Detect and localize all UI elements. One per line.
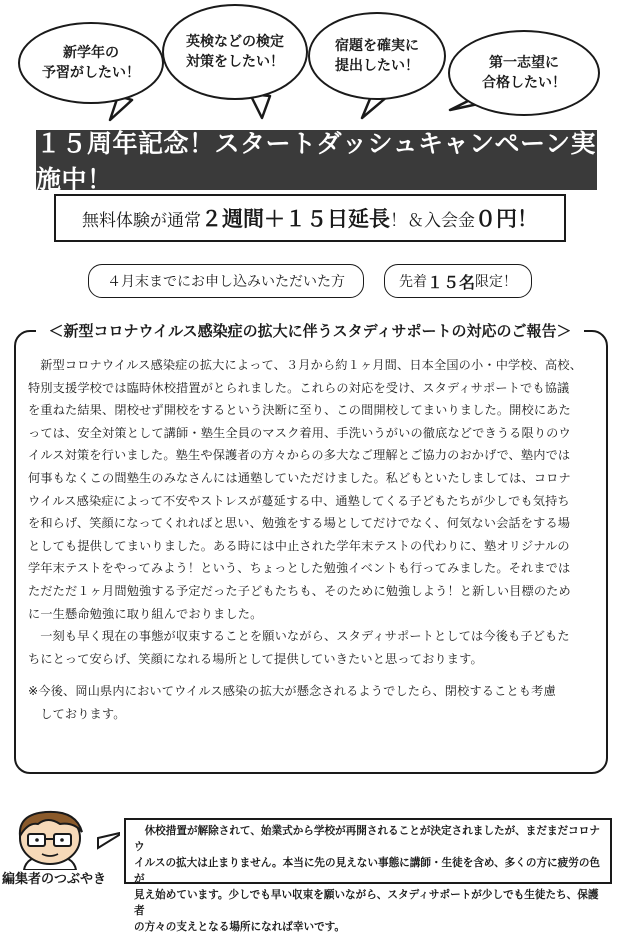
deadline-pill bbox=[88, 264, 364, 298]
speech-bubble-text: 第一志望に 合格したい！ bbox=[482, 55, 566, 91]
speech-bubble-1 bbox=[18, 22, 164, 104]
note-text: 今後、岡山県内においてウイルス感染の拡大が懸念されるようでしたら、閉校することも考慮 しております。 bbox=[38, 684, 556, 721]
limit-pill bbox=[384, 264, 532, 298]
editor-avatar-icon bbox=[2, 808, 120, 870]
editor-label: 編集者のつぶやき bbox=[2, 872, 107, 887]
offer-weeks: ２週間 bbox=[201, 207, 264, 231]
limit-post: 限定！ bbox=[475, 274, 517, 290]
report-note bbox=[28, 680, 596, 725]
campaign-title: １５周年記念！スタートダッシュキャンペーン実施中！ bbox=[36, 129, 597, 194]
report-title: ＜新型コロナウイルス感染症の拡大に伴うスタディサポートの対応のご報告＞ bbox=[36, 319, 584, 343]
report-paragraph-1: 新型コロナウイルス感染症の拡大によって、３月から約１ヶ月間、日本全国の小・中学校、高校、 特別支援学校では臨時休校措置がとられました。これらの対応を受け、スタディサポートでも協議 を重ねた結果、閉校せず開校をするという決断に至り、この間開校してまいりました。開校にあた っては、安全対策として講師・塾生全員のマスク着用、手洗いうがいの徹底などできうる限りのウ イルス対策を行いました。塾生や保護者の方々からの多大なご理解とご協力のおかげで、塾内では 何事もなくこの間塾生のみなさんには通塾していただけました。私どもといたしましては、コロナ ウイルス感染症によって不安やストレスが蔓延する中、通塾してくる子どもたちが少しでも気持ち を和らげ、笑顔になってくれればと思い、勉強をする場としてだけでなく、何気ない会話をする場 としても提供してまいりました。ある時には中止された学年末テストの代わりに、塾オリジナルの 学年末テストをやってみよう！という、ちょっとした勉強イベントも行ってみました。それまでは ただただ１ヶ月間勉強する予定だった子どもたちも、そのために勉強しよう！と新しい目標のため に一生懸命勉強に取り組んでおりました。 bbox=[28, 358, 583, 621]
report-paragraph-2: 一刻も早く現在の事態が収束することを願いながら、スタディサポートとしては今後も子どもた ちにとって安らげ、笑顔になれる場所として提供していきたいと思っております。 bbox=[28, 629, 570, 666]
deadline-text: ４月末までにお申し込みいただいた方 bbox=[107, 274, 345, 290]
speech-bubble-4 bbox=[448, 30, 600, 116]
offer-text-2: ！＆入会金 bbox=[390, 210, 475, 231]
limit-pre: 先着 bbox=[398, 274, 427, 290]
note-mark: ※ bbox=[28, 684, 39, 699]
speech-bubble-2 bbox=[162, 4, 308, 100]
offer-text-1: 無料体験が通常 bbox=[82, 210, 201, 231]
offer-box bbox=[54, 194, 566, 242]
campaign-banner bbox=[36, 129, 597, 194]
speech-bubble-text: 新学年の 予習がしたい！ bbox=[42, 45, 140, 81]
limit-number: １５名 bbox=[426, 272, 475, 292]
report-body bbox=[28, 354, 596, 726]
offer-fee: ０円 bbox=[475, 207, 517, 231]
speech-bubble-text: 宿題を確実に 提出したい！ bbox=[335, 38, 419, 74]
editor-comment-box: 休校措置が解除されて、始業式から学校が再開されることが決定されましたが、まだまだコロナウ イルスの拡大は止まりません。本当に先の見えない事態に講師・生徒を含め、多くの方に疲労の色が 見え始めています。少しでも早い収束を願いながら、スタディサポートが少しでも生徒たち、保護者 の方々の支えとなる場所になれば幸いです。 bbox=[124, 818, 612, 884]
offer-plus: ＋ bbox=[264, 207, 285, 231]
offer-extension: １５日延長 bbox=[285, 207, 390, 231]
offer-exclaim: ！ bbox=[517, 207, 538, 231]
speech-bubble-text: 英検などの検定 対策をしたい！ bbox=[186, 34, 284, 70]
speech-bubble-3 bbox=[308, 12, 446, 100]
